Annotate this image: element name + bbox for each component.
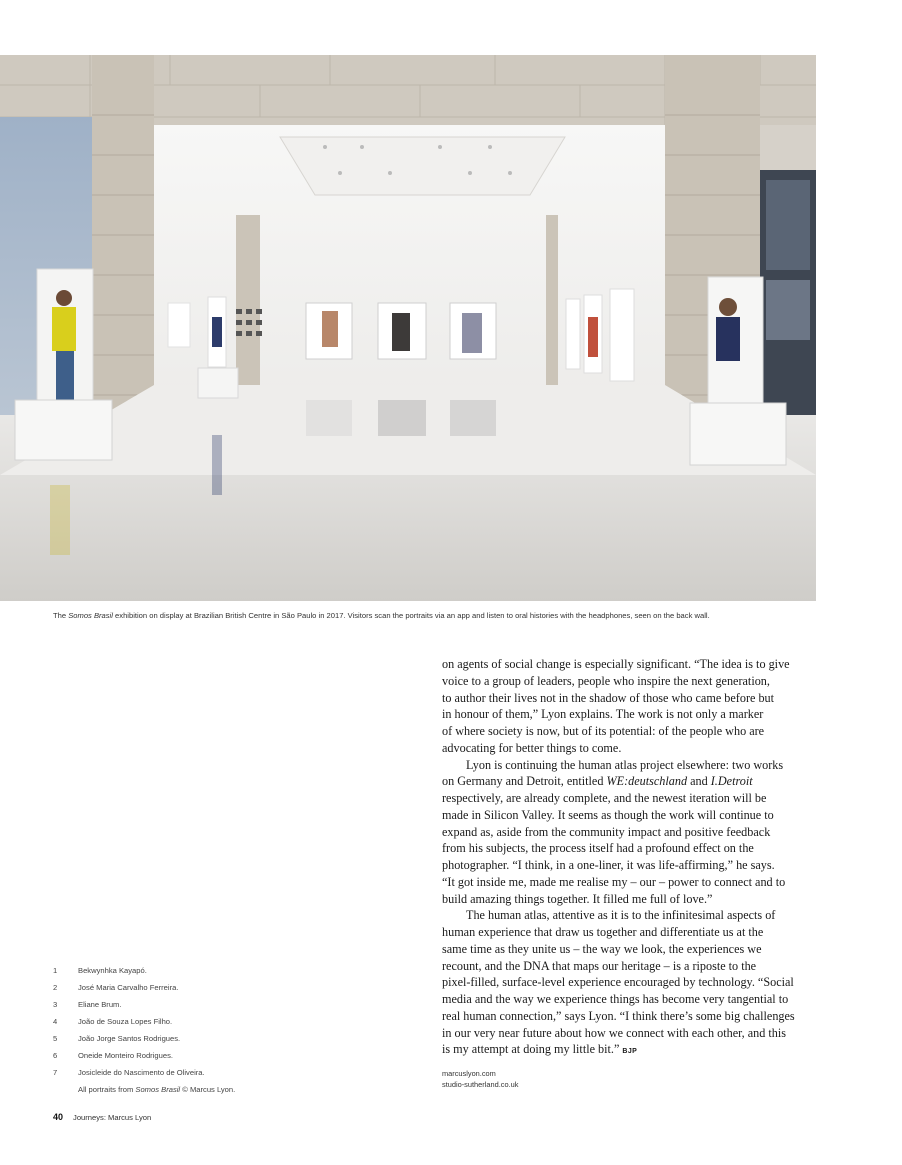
text-line: real human connection,” says Lyon. “I think there’s some big challenges — [442, 1008, 795, 1023]
page-number: 40 — [53, 1112, 64, 1122]
photo-caption — [53, 611, 833, 620]
credit-item — [53, 1030, 353, 1047]
text-run: is my attempt at doing my little bit.” — [442, 1042, 620, 1057]
text-line: The human atlas, attentive as it is to the infinitesimal aspects of — [466, 908, 776, 923]
credit-name: João Jorge Santos Rodrigues. — [78, 1034, 181, 1043]
text-line — [442, 1041, 814, 1061]
text-line: advocating for better things to come. — [442, 740, 622, 755]
text-line: on agents of social change is especially significant. “The idea is to give — [442, 657, 790, 671]
text-line: pixel-filled, surface-level experience encouraged by technology. “Social — [442, 975, 794, 990]
text-line: photographer. “I think, in a one-liner, it was life-affirming,” he says. — [442, 858, 775, 872]
text-run: and — [687, 774, 711, 789]
credit-item — [53, 1013, 353, 1030]
text-line: in our very near future about how we connect with each other, and this — [442, 1025, 787, 1040]
website-link[interactable]: studio-sutherland.co.uk — [442, 1080, 519, 1089]
credit-item — [53, 979, 353, 996]
text-line: expand as, aside from the community impact and positive feedback — [442, 824, 771, 839]
caption-text: exhibition on display at Brazilian British Centre in São Paulo in 2017. Visitors scan the portraits via an app and listen to oral histories with the headphones, seen on the back wall. — [112, 611, 710, 620]
text-line: respectively, are already complete, and the newest iteration will be — [442, 791, 767, 805]
text-line: to author their lives not in the shadow of those who came before but — [442, 690, 775, 705]
text-line: from his subjects, the process itself had a profound effect on the — [442, 841, 754, 856]
credit-number: 3 — [53, 1000, 58, 1009]
website-links — [442, 1068, 518, 1090]
text-line: “It got inside me, made me realise my – our – power to connect and to — [442, 874, 786, 889]
credit-number: 4 — [53, 1017, 58, 1026]
credit-number: 5 — [53, 1034, 58, 1043]
caption-prefix: The — [53, 611, 69, 620]
credit-name: Oneide Monteiro Rodrigues. — [78, 1051, 173, 1060]
article-body — [442, 656, 814, 1061]
paragraph-1 — [442, 656, 814, 757]
credit-name: José Maria Carvalho Ferreira. — [78, 983, 179, 992]
credit-number: 6 — [53, 1051, 58, 1060]
credit-number: 1 — [53, 966, 58, 975]
caption-exhibition-name: Somos Brasil — [68, 611, 113, 620]
text-line: same time as they unite us – the way we look, the experiences we — [442, 941, 762, 956]
credit-item — [53, 962, 353, 979]
text-line: recount, and the DNA that maps our heritage – is a riposte to the — [442, 958, 757, 973]
text-line: in honour of them,” Lyon explains. The work is not only a marker — [442, 707, 764, 722]
credit-item — [53, 1064, 353, 1081]
text-line: Lyon is continuing the human atlas project elsewhere: two works — [466, 757, 784, 772]
all-portraits-credit — [53, 1081, 353, 1098]
text-line: media and the way we experience things has become very tangential to — [442, 992, 789, 1006]
work-title: I.Detroit — [710, 774, 753, 789]
text-line: human experience that draw us together and differentiate us at the — [442, 925, 764, 939]
text-run: All portraits from — [78, 1085, 136, 1094]
credit-name: Eliane Brum. — [78, 1000, 122, 1009]
credit-number: 2 — [53, 983, 58, 992]
text-line: voice to a group of leaders, people who inspire the next generation, — [442, 673, 770, 688]
credit-number: 7 — [53, 1068, 58, 1077]
text-run: © Marcus Lyon. — [180, 1085, 236, 1094]
gallery-illustration — [0, 55, 816, 601]
project-name: Somos Brasil — [135, 1085, 181, 1094]
text-line: of where society is now, but of its potential: of the people who are — [442, 724, 765, 738]
portrait-credits — [53, 962, 353, 1098]
text-line: made in Silicon Valley. It seems as though the work will continue to — [442, 807, 774, 822]
website-link[interactable]: marcuslyon.com — [442, 1069, 496, 1078]
credit-name: João de Souza Lopes Filho. — [78, 1017, 173, 1026]
credit-item — [53, 996, 353, 1013]
paragraph-2 — [442, 757, 814, 908]
work-title: WE:deutschland — [606, 774, 688, 789]
credit-name: Bekwynhka Kayapó. — [78, 966, 147, 975]
credit-item — [53, 1047, 353, 1064]
text-run: on Germany and Detroit, entitled — [442, 774, 607, 789]
exhibition-photo — [0, 55, 816, 601]
text-line: build amazing things together. It filled me full of love.” — [442, 891, 713, 906]
section-title: Journeys: Marcus Lyon — [73, 1113, 152, 1122]
page-footer — [53, 1112, 151, 1122]
end-mark: BJP — [622, 1048, 638, 1056]
paragraph-3 — [442, 907, 814, 1061]
text-line — [442, 773, 814, 790]
credit-name: Josicleide do Nascimento de Oliveira. — [78, 1068, 205, 1077]
